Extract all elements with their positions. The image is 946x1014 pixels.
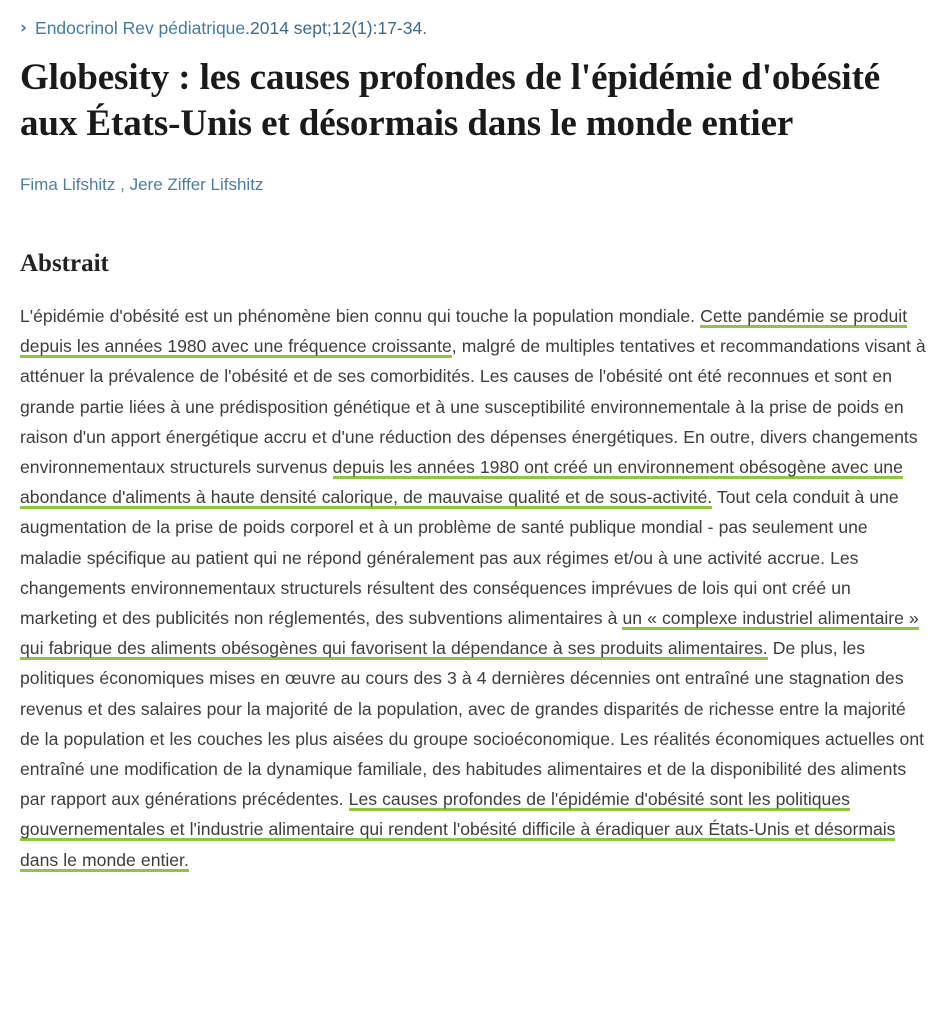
author-separator: ,	[115, 175, 130, 194]
author-link-2[interactable]: Jere Ziffer Lifshitz	[129, 175, 264, 194]
abstract-text-run: De plus, les politiques économiques mises en œuvre au cours des 3 à 4 dernières décennies ont entraîné une stagnation des revenus et des salaires pour la majorité de la population, avec de grandes disparités de richesse entre la majorité de la population et les couches les plus aisées du groupe socioéconomique. Les réalités économiques actuelles ont entraîné une modification de la dynamique familiale, des habitudes alimentaires et de la disponibilité des aliments par rapport aux générations précédentes.	[20, 638, 924, 810]
citation-detail: 2014 sept;12(1):17-34.	[250, 18, 428, 38]
abstract-heading: Abstrait	[20, 250, 109, 277]
abstract-text-run: L'épidémie d'obésité est un phénomène bien connu qui touche la population mondiale.	[20, 306, 701, 326]
highlighted-text: Les causes profondes de l'épidémie d'obésité sont les politiques gouvernementales et l'industrie alimentaire qui rendent l'obésité difficile à éradiquer aux États-Unis et désormais dans le monde entier.	[20, 789, 896, 870]
highlighted-text: Cette pandémie se produit depuis les années 1980 avec une fréquence croissante	[20, 306, 908, 357]
author-list	[20, 173, 928, 197]
highlighted-text: un « complexe industriel alimentaire » qui fabrique des aliments obésogènes qui favorisent la dépendance à ses produits alimentaires.	[20, 608, 919, 659]
page-title: Globesity : les causes profondes de l'épidémie d'obésité aux États-Unis et désormais dans le monde entier	[20, 57, 881, 144]
abstract-text-run: , malgré de multiples tentatives et recommandations visant à atténuer la prévalence de l'obésité et de ses comorbidités. Les causes de l'obésité ont été reconnues et sont en grande partie liées à une prédisposition génétique et à une susceptibilité environnementale à la prise de poids en raison d'un apport énergétique accru et d'une réduction des dépenses énergétiques. En outre, divers changements environnementaux structurels survenus	[20, 336, 926, 478]
abstract-text	[20, 301, 928, 875]
abstract-text-run: Tout cela conduit à une augmentation de la prise de poids corporel et à un problème de santé publique mondial - pas seulement une maladie spécifique au patient qui ne répond généralement pas aux régimes et/ou à une activité accrue. Les changements environnementaux structurels résultent des conséquences imprévues de lois qui ont créé un marketing et des publicités non réglementés, des subventions alimentaires à	[20, 487, 899, 629]
journal-name-link[interactable]: Endocrinol Rev pédiatrique.	[35, 18, 251, 38]
highlighted-text: depuis les années 1980 ont créé un environnement obésogène avec une abondance d'aliments à haute densité calorique, de mauvaise qualité et de sous-activité.	[20, 457, 903, 508]
chevron-right-icon: ›	[20, 18, 28, 38]
journal-citation	[20, 0, 928, 41]
author-link-1[interactable]: Fima Lifshitz	[20, 175, 116, 194]
